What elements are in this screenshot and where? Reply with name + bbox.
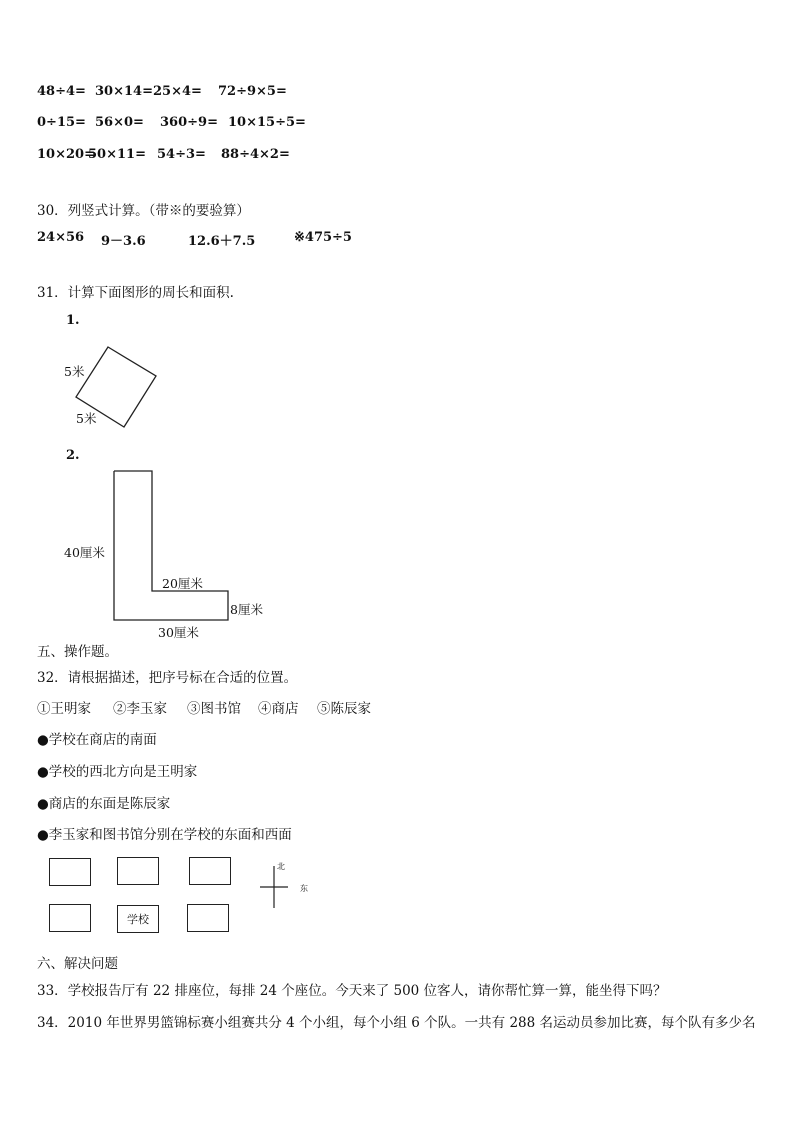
arith-item: 10×15÷5= [228, 115, 306, 130]
q32-clue: ●学校在商店的南面 [37, 732, 157, 748]
location-box[interactable] [49, 858, 91, 886]
fig2-base-label: 30厘米 [158, 625, 199, 640]
location-box[interactable] [187, 904, 229, 932]
figure-1-number: 1. [66, 313, 80, 328]
question-32-title: 32．请根据描述，把序号标在合适的位置。 [37, 670, 298, 686]
arith-item: 50×11= [88, 147, 146, 162]
l-shape-figure [108, 465, 238, 625]
q32-option: ②李玉家 [113, 701, 167, 717]
figure-2-number: 2. [66, 448, 80, 463]
fig2-thickness-label: 8厘米 [230, 602, 263, 617]
fig2-inner-label: 20厘米 [162, 576, 203, 591]
compass-north-label: 北 [277, 862, 285, 871]
school-label: 学校 [127, 913, 149, 926]
arith-item: 88÷4×2= [221, 147, 290, 162]
fig2-height-label: 40厘米 [64, 545, 105, 560]
fig1-side-label-a: 5米 [64, 364, 85, 379]
q30-item: 24×56 [37, 230, 85, 245]
arith-item: 56×0= [95, 115, 144, 130]
arith-item: 360÷9= [160, 115, 218, 130]
question-30-title: 30．列竖式计算。（带※的要验算） [37, 203, 250, 219]
question-33-text: 33．学校报告厅有 22 排座位，每排 24 个座位。今天来了 500 位客人，请你帮忙算一算，能坐得下吗？ [37, 983, 667, 999]
arith-item: 25×4= [153, 84, 202, 99]
arith-item: 72÷9×5= [218, 84, 287, 99]
q32-clue: ●商店的东面是陈辰家 [37, 796, 171, 812]
question-34-text: 34．2010 年世界男篮锦标赛小组赛共分 4 个小组，每个小组 6 个队。一共有 288 名运动员参加比赛，每个队有多少名 [37, 1015, 756, 1031]
l-shape [114, 471, 228, 620]
q32-option: ③图书馆 [187, 701, 241, 717]
arith-item: 30×14= [95, 84, 153, 99]
section-5-title: 五、操作题。 [37, 644, 118, 660]
location-box[interactable] [117, 857, 159, 885]
school-box [117, 905, 159, 933]
question-31-title: 31．计算下面图形的周长和面积. [37, 285, 234, 301]
location-box[interactable] [49, 904, 91, 932]
q32-option: ⑤陈辰家 [317, 701, 371, 717]
location-box[interactable] [189, 857, 231, 885]
q32-option: ①王明家 [37, 701, 91, 717]
fig1-side-label-b: 5米 [76, 411, 97, 426]
q30-item: 9－3.6 [101, 234, 146, 249]
compass-icon [256, 862, 296, 912]
arith-item: 48÷4= [37, 84, 86, 99]
q32-clue: ●学校的西北方向是王明家 [37, 764, 198, 780]
q32-option: ④商店 [258, 701, 299, 717]
q30-item: 12.6＋7.5 [188, 234, 256, 249]
q32-clue: ●李玉家和图书馆分别在学校的东面和西面 [37, 827, 292, 843]
arith-item: 10×20= [37, 147, 95, 162]
arith-item: 54÷3= [157, 147, 206, 162]
section-6-title: 六、解决问题 [37, 956, 118, 972]
q30-item: ※475÷5 [294, 230, 352, 245]
arith-item: 0÷15= [37, 115, 86, 130]
compass-east-label: 东 [300, 884, 308, 893]
